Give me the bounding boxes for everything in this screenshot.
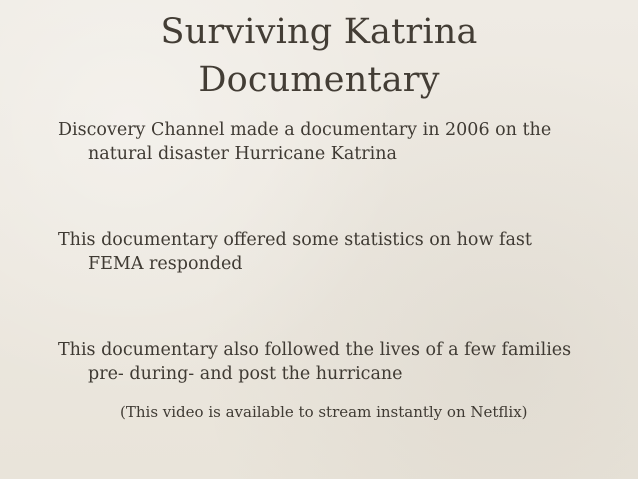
bullet-1-line-1: Discovery Channel made a documentary in 2006 on the (58, 120, 552, 140)
netflix-note: (This video is available to stream instantly on Netflix) (120, 403, 528, 421)
bullet-fema-statistics (58, 228, 606, 276)
slide-title (0, 8, 638, 104)
slide-title-line-2: Documentary (198, 60, 440, 100)
bullet-documentary-origin (58, 118, 606, 166)
bullet-2-line-2: FEMA responded (88, 254, 243, 274)
bullet-3-line-2: pre- during- and post the hurricane (88, 364, 403, 384)
bullet-2-line-1: This documentary offered some statistics on how fast (58, 230, 532, 250)
slide-title-line-1: Surviving Katrina (160, 12, 478, 52)
bullet-families (58, 338, 606, 386)
bullet-1-line-2: natural disaster Hurricane Katrina (88, 144, 397, 164)
bullet-3-line-1: This documentary also followed the lives of a few families (58, 340, 572, 360)
